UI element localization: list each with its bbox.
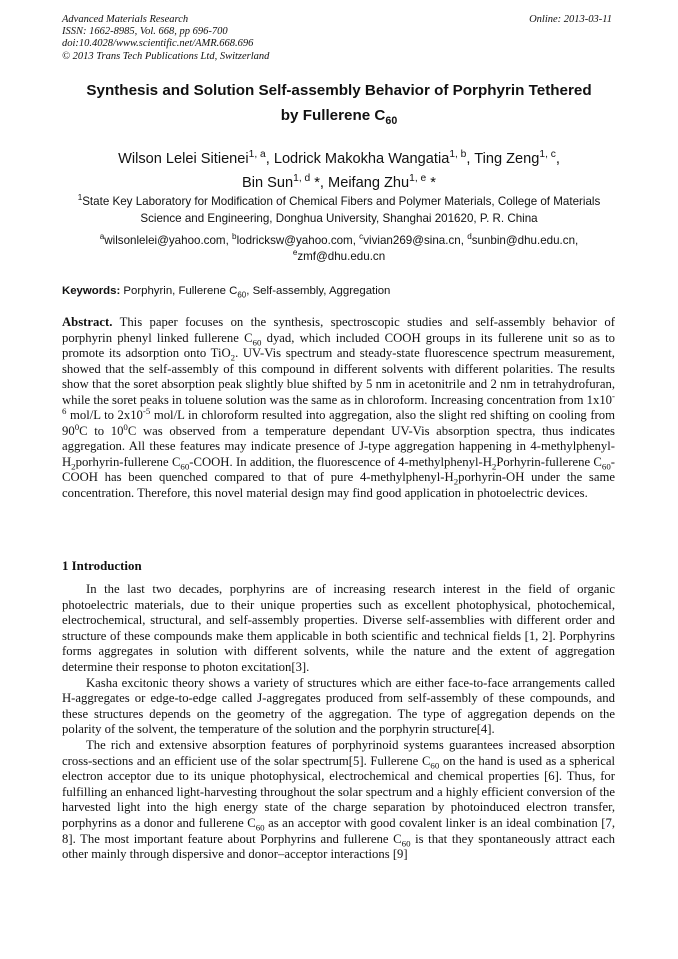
author: Ting Zeng$^{1, c}$, — [474, 149, 560, 167]
paragraph: Kasha excitonic theory shows a variety of structures which are either face-to-face arrangements called H-aggregates or edge-to-edge called J-aggregates produced from self-assembly of these compounds, and these structures depends on the geometry of the aggregation. The type of aggregation depends on the polarity of the solvent, the temperature of the solution and the porphyrin structure[4]. — [62, 675, 615, 737]
title-line-1: Synthesis and Solution Self-assembly Behavior of Porphyrin Tethered — [86, 82, 592, 99]
title-line-2: by Fullerene $C_{60}$ — [280, 107, 398, 128]
introduction-body — [62, 582, 615, 863]
email: $^a$wilsonlelei@yahoo.com, — [99, 232, 233, 247]
issn-line: ISSN: 1662-8985, Vol. 668, pp 696-700 — [62, 26, 228, 38]
doi-line: doi:10.4028/www.scientific.net/AMR.668.696 — [62, 38, 254, 50]
copyright-line: © 2013 Trans Tech Publications Ltd, Switzerland — [62, 50, 270, 62]
abstract: Abstract. This paper focuses on the synthesis, spectroscopic studies and self-assembly behavior of porphyrin phenyl linked fullerene $C_{60}$ dyad, which included COOH groups in its fullerene unit so as to promote its adsorption onto TiO$_2$. UV-Vis spectrum and steady-state fluorescence spectrum measurement, showed that the self-assembly of this compound in different solvents with different polarities. The results show that the soret absorption peak slightly blue shifted by 5 nm in acetonitrile and 2 nm in tetrahydrofuran, while the soret peaks in toluene solution was the same as in chloroform. Increasing concentration from $1x10^{-6}$ mol/L to $2x10^{-5}$ mol/L in chloroform resulted into aggregation, also the slight red shifting on cooling from $90^0C$ to $10^0C$ was observed from a temperature dependant UV-Vis absorption spectra, thus indicates aggregation. All these features may indicate presence of J-type aggregation happening in $4-methylphenyl-H_2porhyrin$-fullerene $C_{60}$-COOH. In addition, the fluorescence of $4-methylphenyl-H_2Porhyrin$-fullerene $C_{60}$-COOH has been quenched compared to that of pure $4-methylphenyl-H_2porhyrin-OH$ under the same concentration. Therefore, this novel material design may find good application in photoelectric devices. — [62, 315, 616, 500]
abstract-label: Abstract. — [62, 315, 113, 329]
affiliation: $^1$State Key Laboratory for Modification of Chemical Fibers and Polymer Materials, College of Materials Science and Engineering, Donghua University, Shanghai 201620, P. R. China — [77, 193, 601, 225]
section-heading: 1 Introduction — [62, 559, 142, 573]
keywords-label: Keywords: — [62, 285, 121, 297]
author: Wilson Lelei Sitienei$^{1, a}$, — [118, 149, 274, 167]
author-list — [60, 147, 618, 195]
paragraph: The rich and extensive absorption features of porphyrinoid systems guarantees increased absorption cross-sections and an efficient use of the solar spectrum[5]. Fullerene $C_{60}$ on the hand is used as a spherical electron acceptor due to its unique photophysical, electrochemical and chemical properties [6]. Thus, for fulfilling an enhanced light-harvesting throughout the solar spectrum and a highly efficient conversion of the harvested light into the high energy state of the charge separation by photoinduced electron transfer, porphyrins as a donor and fullerene $C_{60}$ as an acceptor with good covalent linker is an ideal combination [7, 8]. The most important feature about Porphyrins and fullerene $C_{60}$ is that they spontaneously attract each other mainly through dispersive and donor–acceptor interactions [9] — [62, 737, 615, 862]
email: $^b$lodricksw@yahoo.com, — [232, 232, 360, 247]
journal-name: Advanced Materials Research — [62, 14, 189, 25]
email: $^c$vivian269@sina.cn, — [359, 232, 468, 247]
author: Meifang Zhu$^{1, e}$ * — [328, 173, 436, 191]
author: Lodrick Makokha Wangatia$^{1, b}$, — [273, 149, 475, 167]
keywords: Keywords: Porphyrin, Fullerene $C_{60}$, Self-assembly, Aggregation — [62, 285, 391, 300]
paper-title — [60, 78, 618, 128]
journal-header — [62, 14, 269, 63]
paragraph: In the last two decades, porphyrins are of increasing research interest in the field of organic photoelectric materials, due to their unique properties such as excellent photophysical, photochemical, electrochemical, structural, and self-assembly properties. Diverse self-assemblies with different order and structure of these compounds make them applicable in both scientific and technical fields [1, 2]. Porphyrins forms aggregates in solution with different solvents, while the nature and the extent of aggregation determine their response to photon excitation[3]. — [62, 582, 615, 674]
email: $^e$zmf@dhu.edu.cn — [292, 248, 386, 263]
online-date: Online: 2013-03-11 — [529, 14, 612, 25]
author-emails — [60, 233, 618, 265]
author: Bin Sun$^{1, d}$ *, — [242, 173, 329, 191]
email: $^d$sunbin@dhu.edu.cn, — [467, 232, 579, 247]
